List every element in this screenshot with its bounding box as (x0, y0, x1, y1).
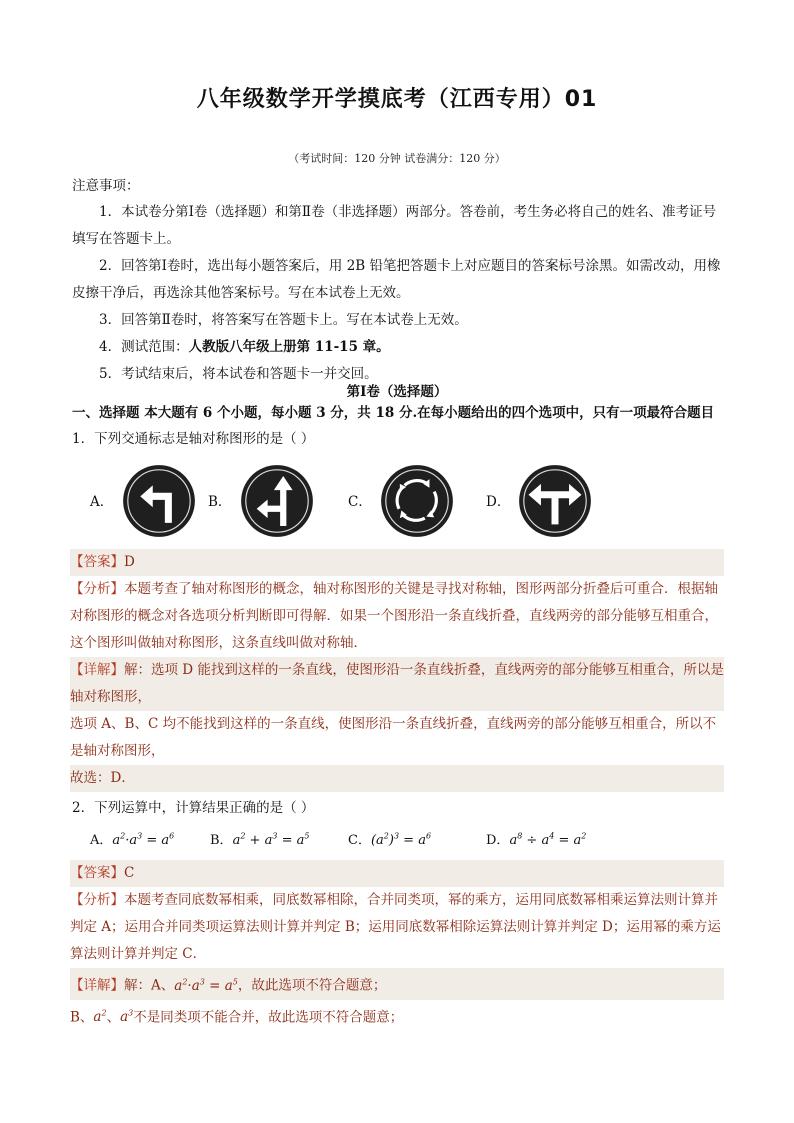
straight-or-left-sign-icon (238, 462, 316, 540)
option-b: B．$a^2 + a^3 = a^5$ (210, 831, 310, 848)
detail-conclusion: 故选：D． (70, 765, 724, 792)
option-d-label: D． (486, 494, 511, 510)
question-2-stem: 2．下列运算中，计算结果正确的是（ ） (72, 800, 315, 816)
option-b-label: B． (208, 494, 232, 510)
question-1-solution (70, 549, 724, 792)
notice-item (72, 334, 724, 361)
detail-tag: 【详解】 (70, 662, 124, 678)
question-1-stem: 1．下列交通标志是轴对称图形的是（ ） (72, 431, 315, 447)
option-b-label: B． (210, 833, 233, 848)
part-intro: 一、选择题 本大题有 6 个小题，每小题 3 分，共 18 分.在每小题给出的四个选项中，只有一项最符合题目 (72, 405, 715, 421)
roundabout-sign-icon (378, 462, 456, 540)
detail-paragraph (70, 657, 724, 711)
answer-line (70, 860, 724, 887)
option-a: A．$a^2\cdot a^3 = a^6$ (90, 831, 175, 848)
analysis-paragraph (70, 887, 724, 968)
notice-item: 5．考试结束后，将本试卷和答题卡一并交回。 (99, 366, 378, 382)
question-2-options (90, 826, 710, 854)
option-a-label: A． (90, 494, 114, 510)
notice-item: 1．本试卷分第Ⅰ卷（选择题）和第Ⅱ卷（非选择题）两部分。答卷前，考生务必将自己的姓名、准考证号填写在答题卡上。 (72, 204, 717, 247)
option-d-label: D． (486, 833, 510, 848)
turn-left-sign-icon (120, 462, 198, 540)
question-1-options (72, 462, 724, 542)
detail-text-suffix: ，故此选项不符合题意； (237, 977, 387, 994)
answer-value: C (124, 865, 135, 881)
answer-tag: 【答案】 (70, 554, 124, 570)
notice-heading: 注意事项： (72, 178, 140, 194)
analysis-text: 本题考查了轴对称图形的概念，轴对称图形的关键是寻找对称轴，图形两部分折叠后可重合．根据轴对称图形的概念对各选项分析判断即可得解．如果一个图形沿一条直线折叠，直线两旁的部分能够互相重合，这个图形叫做轴对称图形，这条直线叫做对称轴． (70, 581, 718, 651)
answer-value: D (124, 554, 135, 570)
analysis-text: 本题考查同底数幂相乘，同底数幂相除，合并同类项，幂的乘方，运用同底数幂相乘运算法则计算并判定 A；运用合并同类项运算法则计算并判定 B；运用同底数幂相除运算法则计算并判定 D；运用幂的乘方运算法则计算并判定 C． (70, 892, 721, 962)
exam-info: （考试时间：120 分钟 试卷满分：120 分） (288, 152, 506, 165)
detail-text-prefix: B、 (70, 1009, 94, 1025)
detail-paragraph: B、$a^2$、$a^3$不是同类项不能合并，故此选项不符合题意； (70, 1008, 404, 1025)
detail-paragraph: 【详解】解：A、$a^2\cdot a^3 = a^5$，故此选项不符合题意； (70, 968, 724, 1000)
detail-paragraph: 选项 A、B、C 均不能找到这样的一条直线，使图形沿一条直线折叠，直线两旁的部分能够互相重合，所以不是轴对称图形， (70, 716, 717, 759)
document-title: 八年级数学开学摸底考（江西专用）01 (196, 87, 598, 112)
notice-item: 2．回答第Ⅰ卷时，选出每小题答案后，用 2B 铅笔把答题卡上对应题目的答案标号涂黑。如需改动，用橡皮擦干净后，再选涂其他答案标号。写在本试卷上无效。 (72, 258, 721, 301)
option-a-label: A． (90, 833, 113, 848)
answer-tag: 【答案】 (70, 865, 124, 881)
question-2-solution (70, 860, 724, 1031)
notice-item: 3．回答第Ⅱ卷时，将答案写在答题卡上。写在本试卷上无效。 (99, 312, 468, 328)
detail-text-suffix: 不是同类项不能合并，故此选项不符合题意； (133, 1009, 404, 1025)
option-d: D．$a^8 \div a^4 = a^2$ (486, 831, 587, 848)
section-title: 第Ⅰ卷（选择题） (346, 384, 448, 400)
test-scope: 人教版八年级上册第 11-15 章。 (188, 339, 390, 355)
left-or-right-sign-icon (516, 462, 594, 540)
notice-list (72, 199, 724, 388)
analysis-tag: 【分析】 (70, 581, 124, 597)
detail-tag: 【详解】 (70, 977, 124, 994)
answer-line (70, 549, 724, 576)
option-c: C．$(a^2)^3 = a^6$ (348, 831, 432, 848)
detail-text-prefix: 解：A、 (124, 977, 175, 994)
notice-item-4-prefix: 4．测试范围： (99, 339, 189, 355)
detail-text: 解：选项 D 能找到这样的一条直线，使图形沿一条直线折叠，直线两旁的部分能够互相重合，所以是轴对称图形， (70, 662, 724, 705)
analysis-paragraph (70, 576, 724, 657)
option-c-label: C． (348, 494, 372, 510)
analysis-tag: 【分析】 (70, 892, 124, 908)
option-c-label: C． (348, 833, 371, 848)
